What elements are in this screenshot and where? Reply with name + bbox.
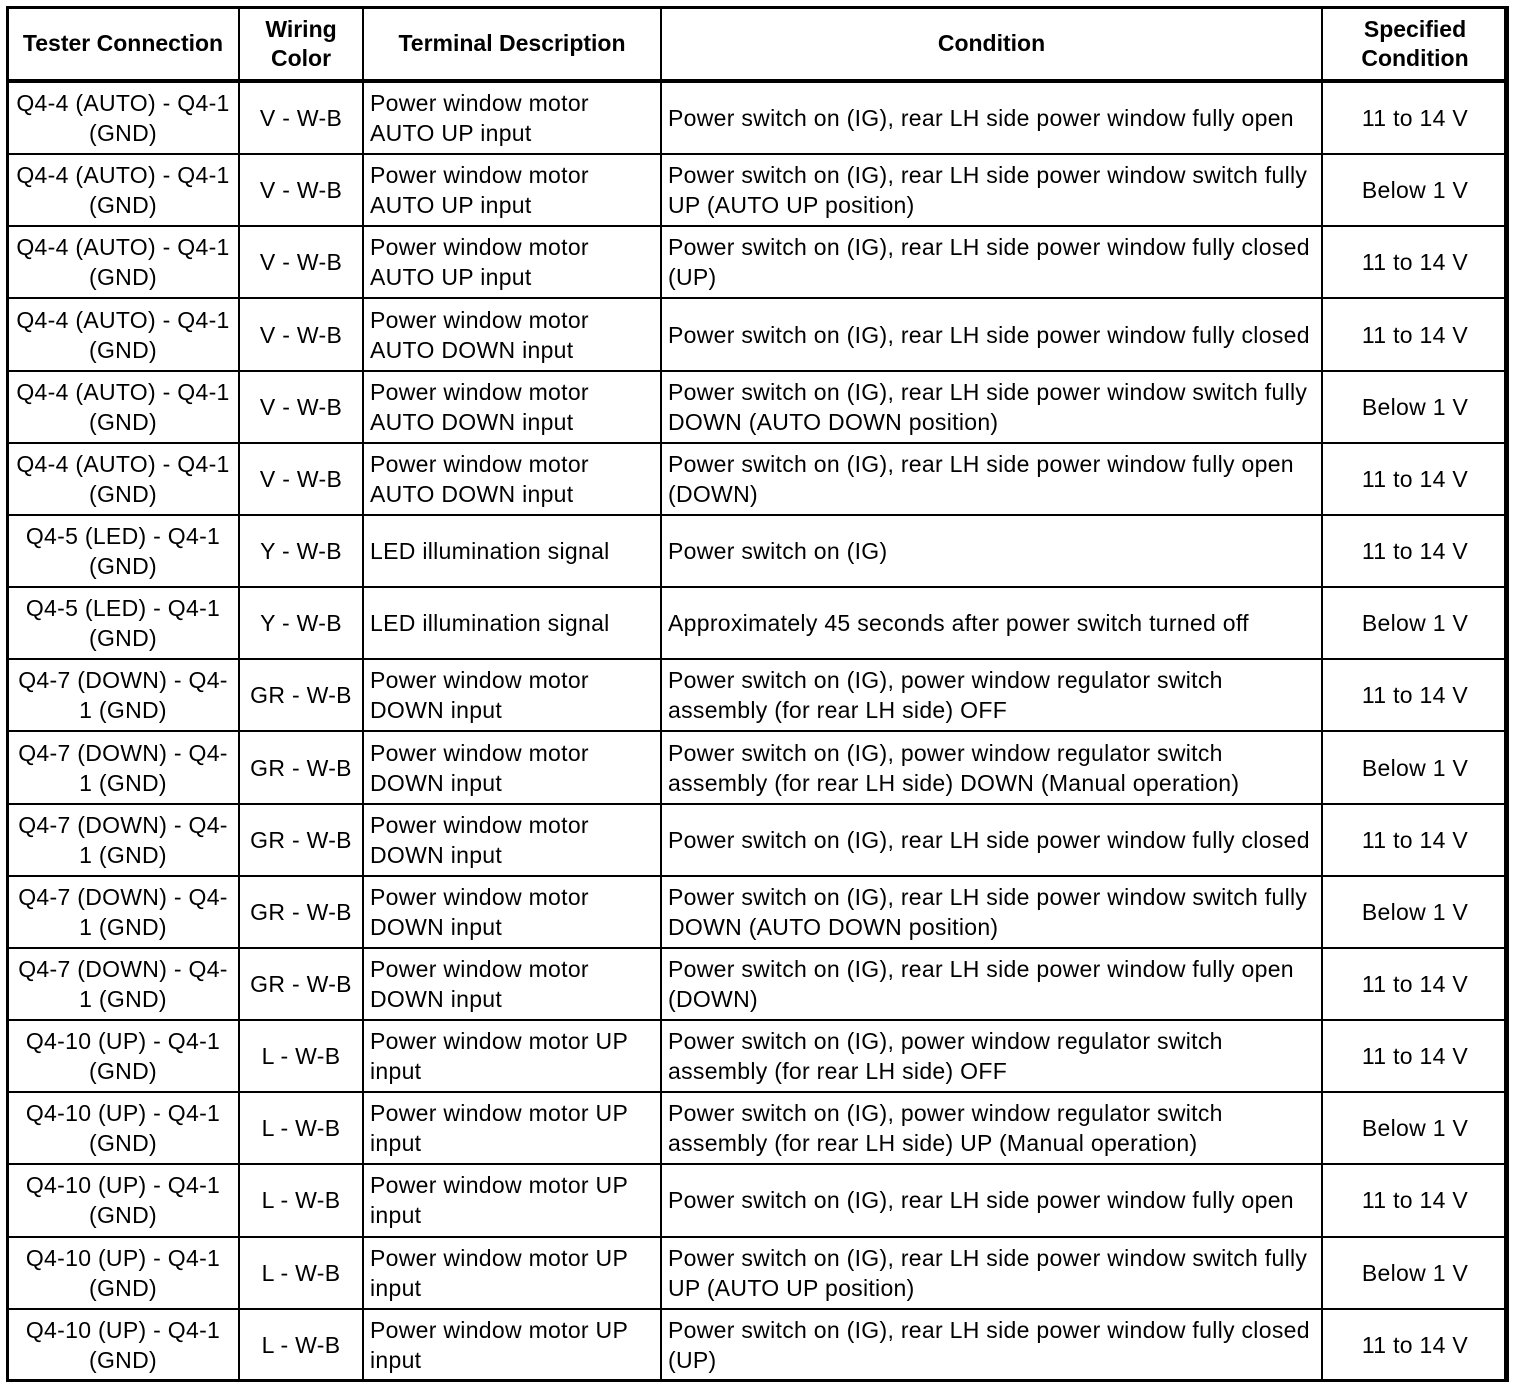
specified-condition-cell: Below 1 V	[1322, 587, 1508, 659]
header-wiring-color: Wiring Color	[239, 7, 363, 81]
specified-condition-cell: Below 1 V	[1322, 154, 1508, 226]
specified-condition-cell: 11 to 14 V	[1322, 81, 1508, 154]
table-row	[7, 81, 1508, 154]
terminal-description-cell: Power window motor UP input	[363, 1164, 661, 1236]
specified-condition-cell: Below 1 V	[1322, 731, 1508, 803]
table-row	[7, 804, 1508, 876]
terminal-description-cell: Power window motor AUTO DOWN input	[363, 443, 661, 515]
specified-condition-cell: 11 to 14 V	[1322, 443, 1508, 515]
tester-connection-cell: Q4-4 (AUTO) - Q4-1 (GND)	[7, 371, 239, 443]
tester-connection-cell: Q4-7 (DOWN) - Q4-1 (GND)	[7, 876, 239, 948]
wiring-color-cell: V - W-B	[239, 371, 363, 443]
table-row	[7, 1092, 1508, 1164]
wiring-color-cell: GR - W-B	[239, 948, 363, 1020]
specified-condition-cell: 11 to 14 V	[1322, 515, 1508, 587]
table-row	[7, 1237, 1508, 1309]
table-row	[7, 1020, 1508, 1092]
tester-connection-cell: Q4-4 (AUTO) - Q4-1 (GND)	[7, 298, 239, 370]
table-row	[7, 876, 1508, 948]
terminal-description-cell: Power window motor AUTO DOWN input	[363, 298, 661, 370]
wiring-color-cell: V - W-B	[239, 81, 363, 154]
tester-connection-cell: Q4-7 (DOWN) - Q4-1 (GND)	[7, 731, 239, 803]
wiring-color-cell: GR - W-B	[239, 804, 363, 876]
table-row	[7, 298, 1508, 370]
specified-condition-cell: Below 1 V	[1322, 1092, 1508, 1164]
table-row	[7, 443, 1508, 515]
table-row	[7, 371, 1508, 443]
terminal-description-cell: Power window motor AUTO UP input	[363, 154, 661, 226]
condition-cell: Power switch on (IG), rear LH side power window switch fully UP (AUTO UP position)	[661, 1237, 1322, 1309]
header-terminal-description: Terminal Description	[363, 7, 661, 81]
condition-cell: Power switch on (IG), rear LH side power window fully closed	[661, 298, 1322, 370]
condition-cell: Power switch on (IG), rear LH side power window fully closed (UP)	[661, 226, 1322, 298]
terminal-inspection-table	[6, 6, 1509, 1382]
terminal-description-cell: Power window motor UP input	[363, 1237, 661, 1309]
table-row	[7, 587, 1508, 659]
wiring-color-cell: GR - W-B	[239, 659, 363, 731]
condition-cell: Power switch on (IG), rear LH side power window fully open (DOWN)	[661, 443, 1322, 515]
condition-cell: Power switch on (IG), rear LH side power window switch fully DOWN (AUTO DOWN position)	[661, 371, 1322, 443]
table-row	[7, 154, 1508, 226]
table-row	[7, 515, 1508, 587]
specified-condition-cell: 11 to 14 V	[1322, 659, 1508, 731]
tester-connection-cell: Q4-7 (DOWN) - Q4-1 (GND)	[7, 659, 239, 731]
terminal-description-cell: Power window motor DOWN input	[363, 731, 661, 803]
specified-condition-cell: 11 to 14 V	[1322, 948, 1508, 1020]
condition-cell: Power switch on (IG), rear LH side power window fully open	[661, 1164, 1322, 1236]
wiring-color-cell: Y - W-B	[239, 515, 363, 587]
tester-connection-cell: Q4-10 (UP) - Q4-1 (GND)	[7, 1309, 239, 1381]
specified-condition-cell: 11 to 14 V	[1322, 226, 1508, 298]
wiring-color-cell: V - W-B	[239, 154, 363, 226]
terminal-description-cell: LED illumination signal	[363, 515, 661, 587]
wiring-color-cell: L - W-B	[239, 1164, 363, 1236]
specified-condition-cell: Below 1 V	[1322, 371, 1508, 443]
tester-connection-cell: Q4-10 (UP) - Q4-1 (GND)	[7, 1164, 239, 1236]
condition-cell: Approximately 45 seconds after power switch turned off	[661, 587, 1322, 659]
tester-connection-cell: Q4-5 (LED) - Q4-1 (GND)	[7, 587, 239, 659]
table-row	[7, 731, 1508, 803]
specified-condition-cell: 11 to 14 V	[1322, 1309, 1508, 1381]
tester-connection-cell: Q4-10 (UP) - Q4-1 (GND)	[7, 1020, 239, 1092]
condition-cell: Power switch on (IG), power window regulator switch assembly (for rear LH side) UP (Manual operation)	[661, 1092, 1322, 1164]
table-row	[7, 1164, 1508, 1236]
condition-cell: Power switch on (IG), rear LH side power window fully open	[661, 81, 1322, 154]
header-tester-connection: Tester Connection	[7, 7, 239, 81]
wiring-color-cell: L - W-B	[239, 1237, 363, 1309]
wiring-color-cell: L - W-B	[239, 1092, 363, 1164]
wiring-color-cell: V - W-B	[239, 298, 363, 370]
header-condition: Condition	[661, 7, 1322, 81]
header-specified-condition: Specified Condition	[1322, 7, 1508, 81]
specified-condition-cell: Below 1 V	[1322, 876, 1508, 948]
specified-condition-cell: 11 to 14 V	[1322, 298, 1508, 370]
tester-connection-cell: Q4-4 (AUTO) - Q4-1 (GND)	[7, 154, 239, 226]
terminal-description-cell: Power window motor UP input	[363, 1092, 661, 1164]
tester-connection-cell: Q4-10 (UP) - Q4-1 (GND)	[7, 1092, 239, 1164]
tester-connection-cell: Q4-10 (UP) - Q4-1 (GND)	[7, 1237, 239, 1309]
table-row	[7, 659, 1508, 731]
wiring-color-cell: GR - W-B	[239, 876, 363, 948]
condition-cell: Power switch on (IG), power window regulator switch assembly (for rear LH side) OFF	[661, 659, 1322, 731]
wiring-color-cell: V - W-B	[239, 443, 363, 515]
specified-condition-cell: 11 to 14 V	[1322, 1164, 1508, 1236]
wiring-color-cell: L - W-B	[239, 1020, 363, 1092]
wiring-color-cell: V - W-B	[239, 226, 363, 298]
terminal-description-cell: Power window motor AUTO UP input	[363, 81, 661, 154]
terminal-description-cell: LED illumination signal	[363, 587, 661, 659]
table-row	[7, 948, 1508, 1020]
condition-cell: Power switch on (IG), power window regulator switch assembly (for rear LH side) OFF	[661, 1020, 1322, 1092]
wiring-color-cell: L - W-B	[239, 1309, 363, 1381]
condition-cell: Power switch on (IG), rear LH side power window switch fully DOWN (AUTO DOWN position)	[661, 876, 1322, 948]
terminal-description-cell: Power window motor UP input	[363, 1020, 661, 1092]
tester-connection-cell: Q4-7 (DOWN) - Q4-1 (GND)	[7, 948, 239, 1020]
condition-cell: Power switch on (IG), power window regulator switch assembly (for rear LH side) DOWN (Manual operation)	[661, 731, 1322, 803]
terminal-description-cell: Power window motor DOWN input	[363, 804, 661, 876]
terminal-description-cell: Power window motor DOWN input	[363, 659, 661, 731]
specified-condition-cell: 11 to 14 V	[1322, 1020, 1508, 1092]
specified-condition-cell: Below 1 V	[1322, 1237, 1508, 1309]
tester-connection-cell: Q4-5 (LED) - Q4-1 (GND)	[7, 515, 239, 587]
condition-cell: Power switch on (IG), rear LH side power window fully closed	[661, 804, 1322, 876]
table-row	[7, 226, 1508, 298]
tester-connection-cell: Q4-4 (AUTO) - Q4-1 (GND)	[7, 443, 239, 515]
condition-cell: Power switch on (IG), rear LH side power window fully closed (UP)	[661, 1309, 1322, 1381]
condition-cell: Power switch on (IG)	[661, 515, 1322, 587]
condition-cell: Power switch on (IG), rear LH side power window switch fully UP (AUTO UP position)	[661, 154, 1322, 226]
table-row	[7, 1309, 1508, 1381]
specified-condition-cell: 11 to 14 V	[1322, 804, 1508, 876]
terminal-description-cell: Power window motor AUTO UP input	[363, 226, 661, 298]
terminal-description-cell: Power window motor DOWN input	[363, 948, 661, 1020]
wiring-color-cell: Y - W-B	[239, 587, 363, 659]
terminal-description-cell: Power window motor AUTO DOWN input	[363, 371, 661, 443]
table-body	[7, 81, 1508, 1381]
tester-connection-cell: Q4-4 (AUTO) - Q4-1 (GND)	[7, 81, 239, 154]
tester-connection-cell: Q4-4 (AUTO) - Q4-1 (GND)	[7, 226, 239, 298]
wiring-color-cell: GR - W-B	[239, 731, 363, 803]
terminal-description-cell: Power window motor DOWN input	[363, 876, 661, 948]
header-row	[7, 7, 1508, 81]
terminal-description-cell: Power window motor UP input	[363, 1309, 661, 1381]
tester-connection-cell: Q4-7 (DOWN) - Q4-1 (GND)	[7, 804, 239, 876]
condition-cell: Power switch on (IG), rear LH side power window fully open (DOWN)	[661, 948, 1322, 1020]
